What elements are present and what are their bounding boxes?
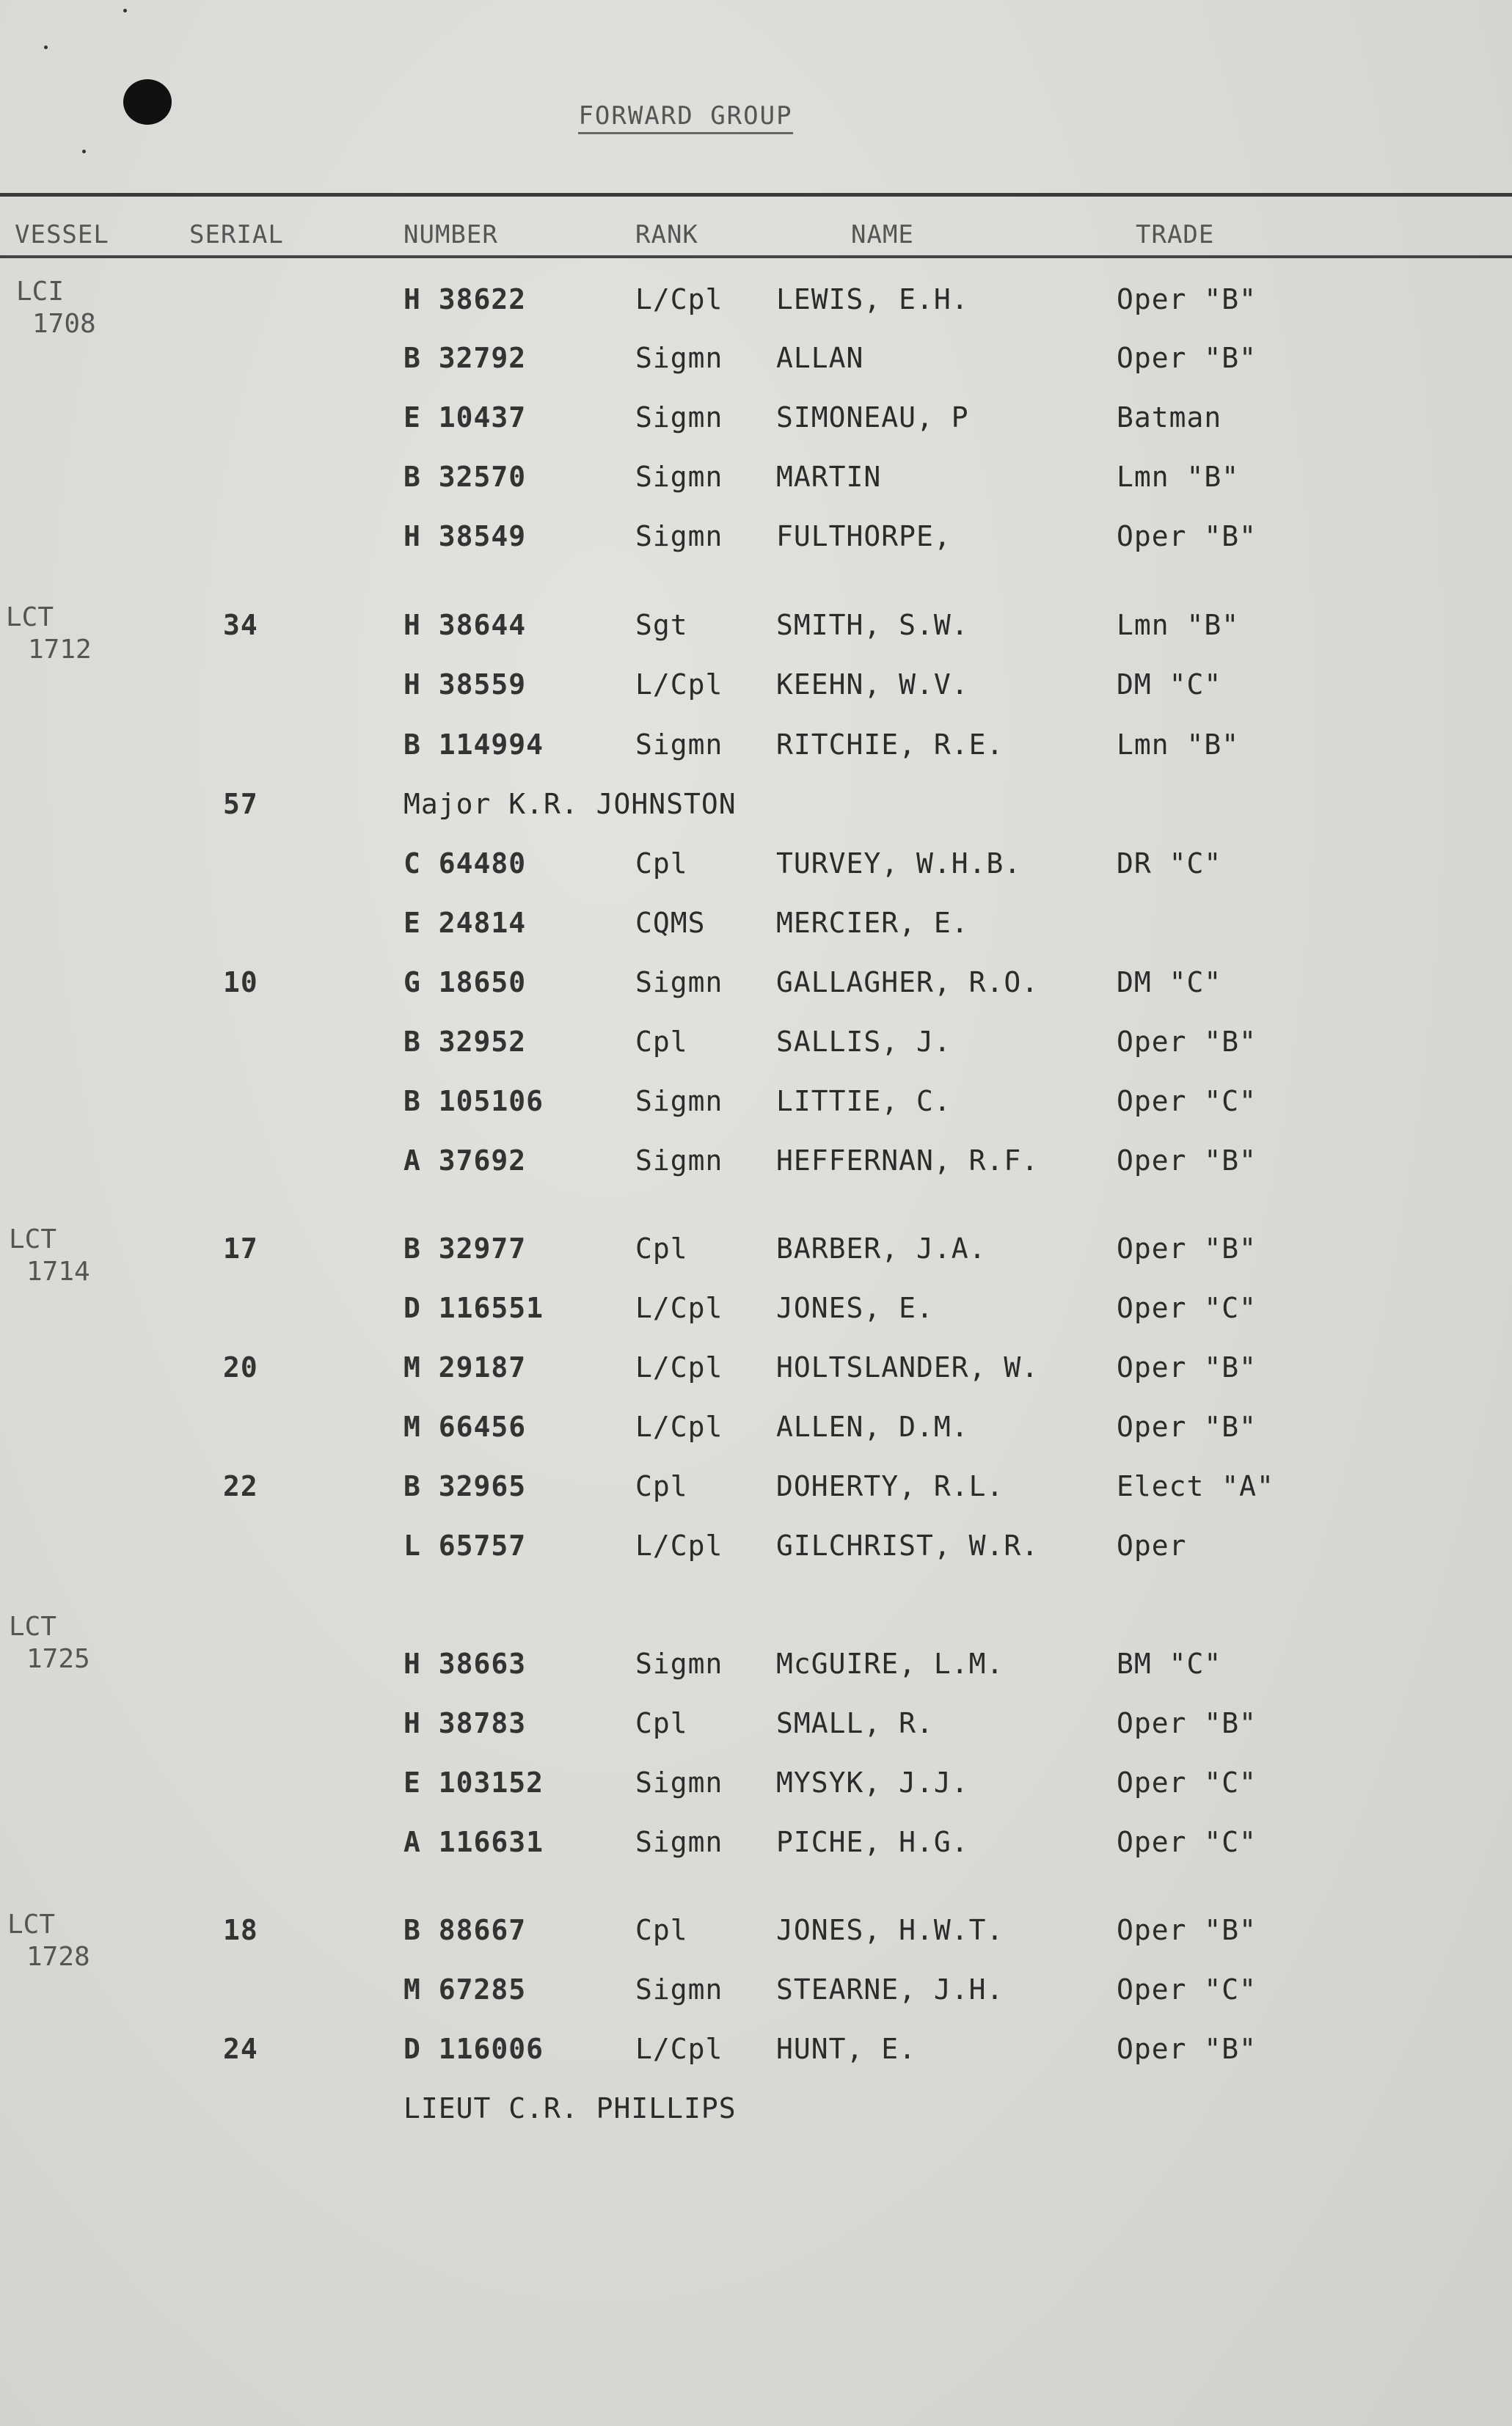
name-cell: HEFFERNAN, R.F.	[776, 1144, 1040, 1177]
name-cell: FULTHORPE,	[776, 520, 952, 552]
top-rule	[0, 193, 1512, 197]
serial-cell: 20	[223, 1351, 258, 1384]
number-cell: B 114994	[403, 728, 544, 761]
number-cell: Major K.R. JOHNSTON	[403, 788, 737, 820]
name-cell: PICHE, H.G.	[776, 1826, 969, 1858]
trade-cell: Oper "C"	[1117, 1826, 1257, 1858]
trade-cell: Oper "C"	[1117, 1766, 1257, 1799]
trade-cell: DM "C"	[1117, 966, 1222, 998]
rank-cell: L/Cpl	[635, 1292, 723, 1324]
number-cell: H 38549	[403, 520, 527, 552]
name-cell: McGUIRE, L.M.	[776, 1648, 1004, 1680]
header-rank: RANK	[635, 220, 698, 249]
number-cell: H 38559	[403, 668, 527, 701]
rank-cell: Sigmn	[635, 1085, 723, 1117]
number-cell: B 32570	[403, 461, 527, 493]
serial-cell: 34	[223, 609, 258, 641]
name-cell: SALLIS, J.	[776, 1026, 952, 1058]
trade-cell: Elect "A"	[1117, 1470, 1274, 1502]
serial-cell: 17	[223, 1232, 258, 1265]
serial-cell: 18	[223, 1914, 258, 1946]
rank-cell: Cpl	[635, 1026, 688, 1058]
rank-cell: Cpl	[635, 847, 688, 880]
number-cell: B 32952	[403, 1026, 527, 1058]
number-cell: M 29187	[403, 1351, 527, 1384]
speck	[123, 9, 127, 12]
number-cell: H 38622	[403, 283, 527, 315]
header-name: NAME	[851, 220, 914, 249]
number-cell: E 10437	[403, 401, 527, 434]
trade-cell: DM "C"	[1117, 668, 1222, 701]
rank-cell: L/Cpl	[635, 283, 723, 315]
name-cell: STEARNE, J.H.	[776, 1973, 1004, 2006]
trade-cell: Oper "B"	[1117, 283, 1257, 315]
rank-cell: Sigmn	[635, 342, 723, 374]
serial-cell: 10	[223, 966, 258, 998]
page-title: FORWARD GROUP	[0, 101, 1442, 131]
name-cell: JONES, E.	[776, 1292, 934, 1324]
number-cell: D 116006	[403, 2033, 544, 2065]
trade-cell: Oper "B"	[1117, 1411, 1257, 1443]
number-cell: B 32792	[403, 342, 527, 374]
number-cell: B 88667	[403, 1914, 527, 1946]
rank-cell: L/Cpl	[635, 668, 723, 701]
rank-cell: L/Cpl	[635, 1530, 723, 1562]
trade-cell: Lmn "B"	[1117, 461, 1240, 493]
name-cell: BARBER, J.A.	[776, 1232, 987, 1265]
rank-cell: Cpl	[635, 1232, 688, 1265]
header-serial: SERIAL	[189, 220, 284, 249]
name-cell: SMITH, S.W.	[776, 609, 969, 641]
number-cell: C 64480	[403, 847, 527, 880]
trade-cell: Oper "B"	[1117, 1232, 1257, 1265]
name-cell: SMALL, R.	[776, 1707, 934, 1739]
rank-cell: Sigmn	[635, 966, 723, 998]
name-cell: ALLAN	[776, 342, 864, 374]
name-cell: GILCHRIST, W.R.	[776, 1530, 1040, 1562]
trade-cell: Oper "B"	[1117, 342, 1257, 374]
name-cell: HUNT, E.	[776, 2033, 917, 2065]
speck	[44, 45, 48, 49]
number-cell: A 37692	[403, 1144, 527, 1177]
trade-cell: Batman	[1117, 401, 1222, 434]
number-cell: E 24814	[403, 907, 527, 939]
trade-cell: Oper "B"	[1117, 1914, 1257, 1946]
name-cell: LITTIE, C.	[776, 1085, 952, 1117]
trade-cell: Oper "B"	[1117, 1144, 1257, 1177]
name-cell: RITCHIE, R.E.	[776, 728, 1004, 761]
trade-cell: DR "C"	[1117, 847, 1222, 880]
trade-cell: Oper "B"	[1117, 1026, 1257, 1058]
rank-cell: Sigmn	[635, 520, 723, 552]
name-cell: SIMONEAU, P	[776, 401, 969, 434]
name-cell: MYSYK, J.J.	[776, 1766, 969, 1799]
name-cell: LEWIS, E.H.	[776, 283, 969, 315]
speck	[82, 150, 86, 153]
rank-cell: CQMS	[635, 907, 706, 939]
vessel-label: LCT 1725	[9, 1612, 90, 1674]
trade-cell: BM "C"	[1117, 1648, 1222, 1680]
number-cell: B 32977	[403, 1232, 527, 1265]
serial-cell: 57	[223, 788, 258, 820]
name-cell: JONES, H.W.T.	[776, 1914, 1004, 1946]
name-cell: TURVEY, W.H.B.	[776, 847, 1022, 880]
name-cell: GALLAGHER, R.O.	[776, 966, 1040, 998]
number-cell: H 38783	[403, 1707, 527, 1739]
serial-cell: 22	[223, 1470, 258, 1502]
name-cell: MERCIER, E.	[776, 907, 969, 939]
vessel-label: LCT 1712	[6, 602, 92, 665]
rank-cell: Sigmn	[635, 1766, 723, 1799]
number-cell: LIEUT C.R. PHILLIPS	[403, 2092, 737, 2124]
number-cell: H 38663	[403, 1648, 527, 1680]
trade-cell: Oper "B"	[1117, 1707, 1257, 1739]
number-cell: E 103152	[403, 1766, 544, 1799]
name-cell: DOHERTY, R.L.	[776, 1470, 1004, 1502]
name-cell: HOLTSLANDER, W.	[776, 1351, 1040, 1384]
number-cell: B 32965	[403, 1470, 527, 1502]
header-rule	[0, 255, 1512, 258]
trade-cell: Oper "B"	[1117, 1351, 1257, 1384]
vessel-label: LCT 1728	[7, 1910, 90, 1972]
rank-cell: Sigmn	[635, 728, 723, 761]
vessel-label: LCT 1714	[9, 1224, 90, 1287]
trade-cell: Oper "C"	[1117, 1292, 1257, 1324]
trade-cell: Lmn "B"	[1117, 728, 1240, 761]
trade-cell: Oper "B"	[1117, 520, 1257, 552]
rank-cell: Cpl	[635, 1707, 688, 1739]
rank-cell: L/Cpl	[635, 1351, 723, 1384]
rank-cell: L/Cpl	[635, 1411, 723, 1443]
number-cell: M 67285	[403, 1973, 527, 2006]
trade-cell: Lmn "B"	[1117, 609, 1240, 641]
trade-cell: Oper "C"	[1117, 1973, 1257, 2006]
serial-cell: 24	[223, 2033, 258, 2065]
number-cell: G 18650	[403, 966, 527, 998]
rank-cell: Sigmn	[635, 1144, 723, 1177]
trade-cell: Oper "C"	[1117, 1085, 1257, 1117]
name-cell: MARTIN	[776, 461, 882, 493]
rank-cell: Sigmn	[635, 1826, 723, 1858]
number-cell: L 65757	[403, 1530, 527, 1562]
vessel-label: LCI 1708	[16, 277, 96, 339]
rank-cell: Sigmn	[635, 1648, 723, 1680]
header-vessel: VESSEL	[15, 220, 109, 249]
number-cell: H 38644	[403, 609, 527, 641]
rank-cell: Sigmn	[635, 401, 723, 434]
rank-cell: Sigmn	[635, 461, 723, 493]
number-cell: A 116631	[403, 1826, 544, 1858]
rank-cell: Sigmn	[635, 1973, 723, 2006]
trade-cell: Oper	[1117, 1530, 1187, 1562]
rank-cell: Cpl	[635, 1470, 688, 1502]
header-number: NUMBER	[403, 220, 498, 249]
name-cell: ALLEN, D.M.	[776, 1411, 969, 1443]
rank-cell: L/Cpl	[635, 2033, 723, 2065]
rank-cell: Sgt	[635, 609, 688, 641]
number-cell: M 66456	[403, 1411, 527, 1443]
header-trade: TRADE	[1136, 220, 1215, 249]
name-cell: KEEHN, W.V.	[776, 668, 969, 701]
rank-cell: Cpl	[635, 1914, 688, 1946]
number-cell: D 116551	[403, 1292, 544, 1324]
trade-cell: Oper "B"	[1117, 2033, 1257, 2065]
number-cell: B 105106	[403, 1085, 544, 1117]
